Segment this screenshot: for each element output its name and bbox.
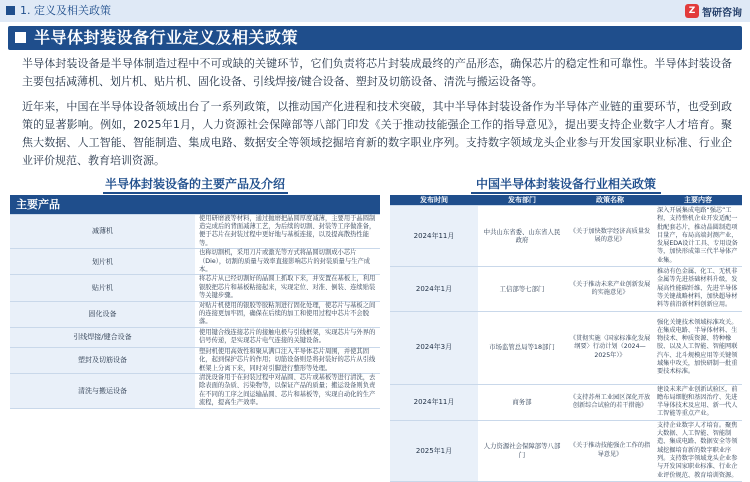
policy-name: 《贯彻实施〈国家标准化发展纲要〉行动计划（2024—2025年）》 <box>566 311 654 384</box>
section-label: 1. 定义及相关政策 <box>20 4 111 17</box>
product-description: 清洗设备用于在封装过程中对晶圆、芯片或基板等进行清洗，去除表面的杂质、污染物等，以保证产品的质量；搬运设备则负责在不同的工序之间运输晶圆、芯片和基板等，实现自动化的生产流程，提高生产效率。 <box>195 374 380 409</box>
product-description: 塑封机使用高效性和聚从满口注入半导体芯片周围，并使其固化，起到保护芯片的作用；切筋设备则是将封装好的芯片从引线框架上分离下来，同时对引脚进行整形等处理。 <box>195 347 380 373</box>
product-description: 也称切割机，采用刀片或激光等方式将晶圆切割成小芯片（Die），切割的质量与效率直接影响芯片的封装质量与生产成本。 <box>195 249 380 275</box>
title-underline <box>471 192 661 194</box>
table-row <box>10 374 380 409</box>
policy-org: 中共山东省委、山东省人民政府 <box>478 206 566 267</box>
table-row <box>10 275 380 301</box>
policies-panel-title <box>390 177 742 194</box>
product-name: 贴片机 <box>10 275 195 301</box>
title-square-icon <box>15 32 26 43</box>
title-underline <box>103 192 288 194</box>
products-table <box>10 195 380 409</box>
column-header-policy: 政策名称 <box>566 195 654 206</box>
table-row <box>390 384 742 420</box>
product-name: 划片机 <box>10 249 195 275</box>
column-header-org: 发布部门 <box>478 195 566 206</box>
logo-text: 智研咨询 <box>702 7 742 19</box>
products-panel-title <box>10 177 380 194</box>
table-row <box>10 327 380 347</box>
product-name: 塑封及切筋设备 <box>10 347 195 373</box>
section-marker-icon <box>6 6 15 15</box>
table-row <box>390 267 742 311</box>
policies-table-header-row <box>390 195 742 206</box>
product-name: 清洗与搬运设备 <box>10 374 195 409</box>
policy-date: 2024年3月 <box>390 311 478 384</box>
product-description: 使用键合线连接芯片的接触电极与引线框架，实现芯片与外界的信号传递，是实现芯片电气连接的关键设备。 <box>195 327 380 347</box>
product-description: 将芯片从已经切割好的晶圆上抓取下来，并安置在基板上，利用银胶把芯片和基板粘接起来，实现定位、对准、倒装、连续贴装等关键步骤。 <box>195 275 380 301</box>
policy-org: 工信部等七部门 <box>478 267 566 311</box>
policy-org: 商务部 <box>478 384 566 420</box>
policies-panel-title-text: 中国半导体封装设备行业相关政策 <box>475 177 656 191</box>
logo-mark-icon: Z <box>685 4 699 18</box>
policy-org: 市场监管总局等18部门 <box>478 311 566 384</box>
product-name: 引线焊接/键合设备 <box>10 327 195 347</box>
column-header-content: 主要内容 <box>654 195 742 206</box>
policy-content: 建设未来产业创新试验区，前瞻布局细胞和基因治疗、先进半导体技术及应用、新一代人工智能等重点产业。 <box>654 384 742 420</box>
products-table-header: 主要产品 <box>10 195 380 214</box>
table-row <box>10 347 380 373</box>
policy-name: 《关于加快数字经济高质量发展的意见》 <box>566 206 654 267</box>
product-name: 固化设备 <box>10 301 195 327</box>
table-row <box>390 311 742 384</box>
policy-paragraph: 近年来，中国在半导体设备领域出台了一系列政策，以推动国产化进程和技术突破，其中半导体封装设备作为半导体产业链的重要环节，也受到政策的显著影响。例如，2025年1月，人力资源社会保障部等八部门印发《关于推动技能强企工作的指导意见》，提出要支持企业数字人才培育。聚焦大数据、人工智能、智能制造、集成电路、数据安全等领域挖掘培育新的数字职业序列。支持数字领域龙头企业参与开发国家职业标准、行业企业评价规范、教育培训资源。 <box>22 100 732 167</box>
product-description: 使用研磨液等材料，通过抛磨把晶圆厚度减薄，主要用于晶圆制造完成后的背面减薄工艺，为后续的切割、封装等工序做准备，便于芯片在封装过程中更好地与基板连接，以及提高散热性能等。 <box>195 214 380 249</box>
policy-name: 《支持苏州工业园区深化开放创新综合试验的若干措施》 <box>566 384 654 420</box>
table-row <box>10 301 380 327</box>
table-row <box>390 206 742 267</box>
intro-paragraph: 半导体封装设备是半导体制造过程中不可或缺的关键环节，它们负责将芯片封装成最终的产品形态，确保芯片的稳定性和可靠性。半导体封装设备主要包括减薄机、划片机、贴片机、固化设备、引线焊接/键合设备、塑封及切筋设备、清洗与搬运设备等。 <box>22 57 732 88</box>
products-panel-title-text: 半导体封装设备的主要产品及介绍 <box>104 177 285 191</box>
product-description: 对贴片机使用的银胶等胶粘剂进行固化处理，使芯片与基板之间的连接更加牢固，确保在后续的加工和使用过程中芯片不会脱落。 <box>195 301 380 327</box>
brand-logo <box>685 3 742 19</box>
policy-content: 支持企业数字人才培育。聚焦大数据、人工智能、智能制造、集成电路、数据安全等领域挖掘培育新的数字职业序列。支持数字领域龙头企业参与开发国家职业标准、行业企业评价规范、教育培训资源。 <box>654 420 742 481</box>
policy-name: 《关于推动技能强企工作的指导意见》 <box>566 420 654 481</box>
policy-date: 2024年11月 <box>390 384 478 420</box>
policy-date: 2024年1月 <box>390 267 478 311</box>
page-title: 半导体封装设备行业定义及相关政策 <box>34 28 299 47</box>
policy-date: 2025年1月 <box>390 420 478 481</box>
policy-content: 强化关键技术领域标准攻关。在集成电路、半导体材料、生物技术、种质资源、特种橡胶、以及人工智能、智能网联汽车、北斗规模应用等关键领域集中攻关，加快研制一批重要技术标准。 <box>654 311 742 384</box>
policies-table <box>390 195 742 482</box>
table-row <box>10 249 380 275</box>
product-name: 减薄机 <box>10 214 195 249</box>
table-row <box>10 214 380 249</box>
top-bar <box>0 0 750 22</box>
policy-date: 2024年11月 <box>390 206 478 267</box>
policy-org: 人力资源社会保障部等八部门 <box>478 420 566 481</box>
policy-content: 深入开展集成电路“强芯”工程，支持整机企业开发适配一批配套芯片，推动晶圆制造项目量产，布局高端封测产业，发展EDA设计工具、专用设备等，加快形成第三代半导体产业集。 <box>654 206 742 267</box>
policy-name: 《关于推动未来产业创新发展的实施意见》 <box>566 267 654 311</box>
title-band <box>8 26 742 50</box>
table-row <box>390 420 742 481</box>
policy-content: 推动有色金属、化工、无机非金属等先进基础材料升级，发展高性能碳纤维、先进半导体等关键战略材料，加快超导材料等前沿新材料创新应用。 <box>654 267 742 311</box>
column-header-date: 发布时间 <box>390 195 478 206</box>
